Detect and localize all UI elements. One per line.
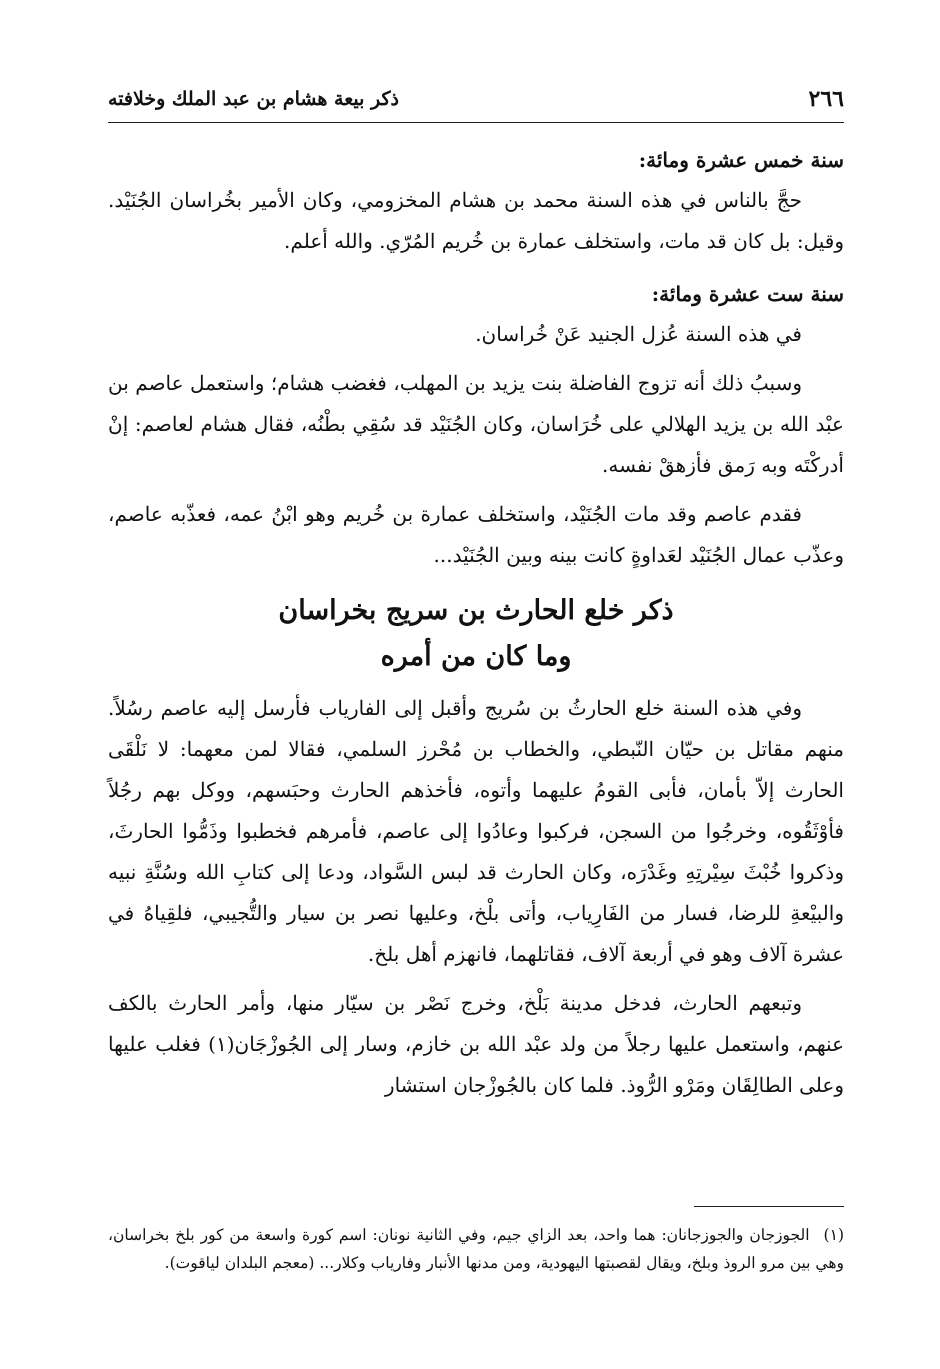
paragraph: فقدم عاصم وقد مات الجُنَيْد، واستخلف عمارة بن خُريم وهو ابْنُ عمه، فعذّبه عاصم، وعذّب عمال الجُنَيْد لعَداوةٍ كانت بينه وبين الجُنَيْد... [108, 502, 844, 567]
paragraph: وسببُ ذلك أنه تزوج الفاضلة بنت يزيد بن المهلب، فغضب هشام؛ واستعمل عاصم بن عبْد الله بن يزيد الهلالي على خُرَاسان، وكان الجُنَيْد قد سُقِي بطْنُه، فقال هشام لعاصم: إنْ أدركْتَه وبه رَمق فأزهقْ نفسه. [108, 371, 844, 477]
page-number: ٢٦٦ [808, 86, 844, 112]
page-body [108, 140, 844, 1106]
paragraph: وفي هذه السنة خلع الحارثُ بن سُريج وأقبل إلى الفارياب فأرسل إليه عاصم رسُلاً. منهم مقاتل بن حيّان النّبطي، والخطاب بن مُحْرز السلمي، فقالا لمن معهما: لا نَلْقَى الحارث إلاّ بأمان، فأبى القومُ عليهما وأتوه، فأخذهم الحارث وحبَسهم، ووكل بهم رجُلاً فأوْثَقُوه، وخرجُوا من السجن، فركبوا وعادُوا إلى عاصم، فأمرهم فخطبوا وذَمُّوا الحارثَ، وذكروا خُبْثَ سِيْرتِهِ وغَدْرَه، وكان الحارث قد لبس السَّواد، ودعا إلى كتابِ الله وسُنَّةِ نبيه والبيْعةِ للرضا، فسار من الفَارِياب، وأتى بلْخ، وعليها نصر بن سيار والتُّجيبي، فلقِياهُ في عشرة آلاف وهو في أربعة آلاف، فقاتلهما، فانهزم أهل بلخ. [108, 696, 844, 966]
section-heading-115: سنة خمس عشرة ومائة: [638, 148, 844, 172]
footnote-marker: (١) [823, 1226, 844, 1244]
section-heading-116: سنة ست عشرة ومائة: [651, 282, 844, 306]
page-header [108, 86, 844, 123]
paragraph: في هذه السنة عُزل الجنيد عَنْ خُراسان. [475, 322, 802, 346]
footnotes [108, 1206, 844, 1277]
paragraph: وتبعهم الحارث، فدخل مدينة بَلْخ، وخرج نَصْر بن سيّار منها، وأمر الحارث بالكف عنهم، واستعمل عليها رجلاً من ولد عبْد الله بن خازم، وسار إلى الجُوزْجَان(١) فغلب عليها وعلى الطالِقَان ومَرْو الرُّوذ. فلما كان بالجُوزْجان استشار [108, 991, 845, 1097]
chapter-title-line-1: ذكر خلع الحارث بن سريج بخراسان [278, 595, 674, 626]
chapter-title-line-2: وما كان من أمره [380, 641, 572, 672]
footnote-divider [694, 1206, 844, 1207]
footnote [108, 1221, 844, 1277]
paragraph: حجَّ بالناس في هذه السنة محمد بن هشام المخزومي، وكان الأمير بخُراسان الجُنَيْد. وقيل: بل كان قد مات، واستخلف عمارة بن خُريم المُرّي. والله أعلم. [108, 188, 844, 253]
running-title: ذكر بيعة هشام بن عبد الملك وخلافته [108, 88, 399, 110]
footnote-text: الجوزجان والجوزجانان: هما واحد، بعد الزاي جيم، وفي الثانية نونان: اسم كورة واسعة من كور بلخ بخراسان، وهي بين مرو الروذ وبلخ، ويقال لقصبتها اليهودية، ومن مدنها الأنبار وفارياب وكلار... (معجم البلدان لياقوت). [108, 1226, 844, 1272]
